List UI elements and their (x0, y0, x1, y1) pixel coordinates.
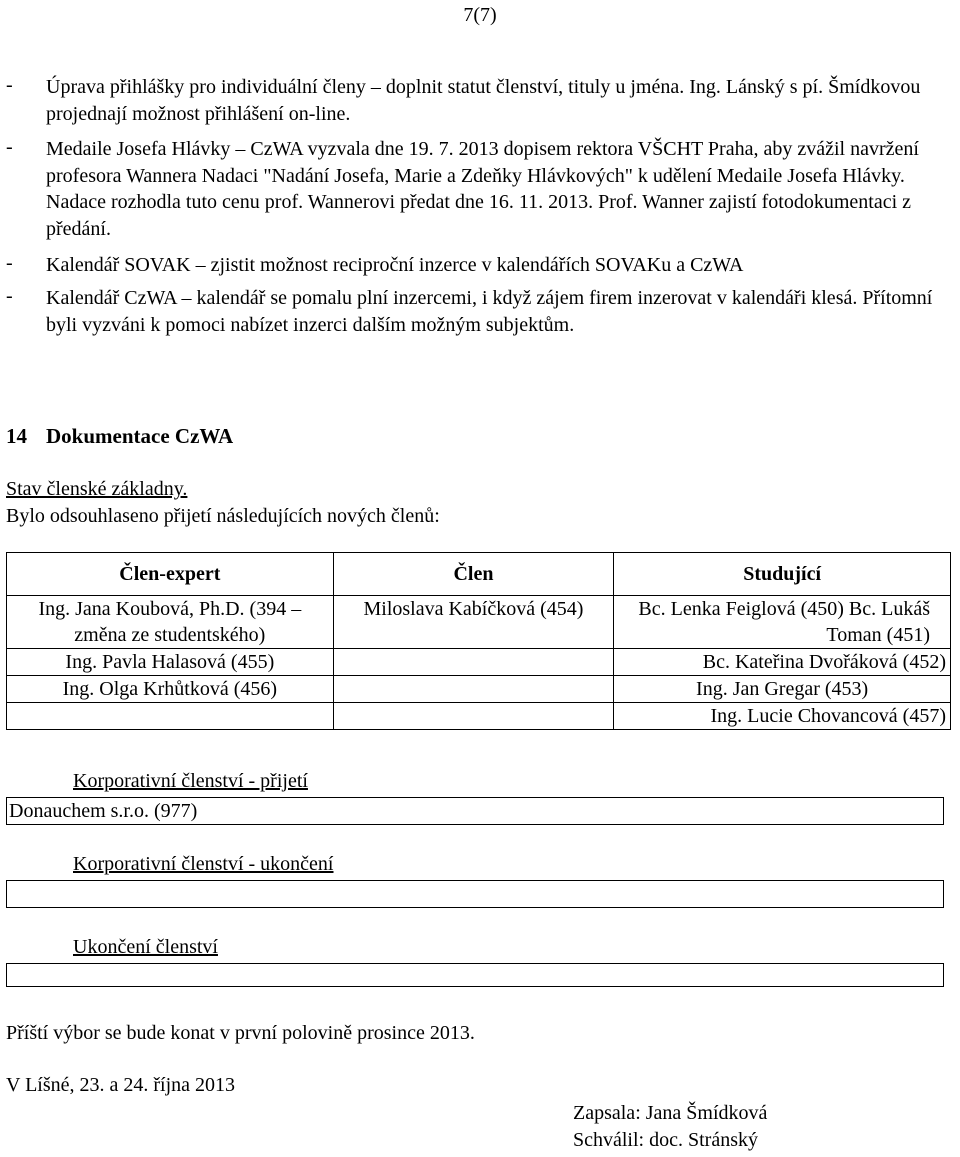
table-header-row (7, 553, 951, 596)
table-cell: Ing. Pavla Halasová (455) (7, 649, 334, 676)
table-cell (333, 676, 614, 703)
corporate-end-box (6, 880, 944, 908)
header-student: Studující (614, 553, 951, 596)
table-cell: Ing. Jan Gregar (453) (614, 676, 951, 703)
section-title: Dokumentace CzWA (46, 424, 234, 448)
bullet-text: Úprava přihlášky pro individuální členy – doplnit statut členství, tituly u jména. Ing. Lánský s pí. Šmídkovou projednají možnost přihlášení on-line. (46, 76, 921, 125)
table-cell: Miloslava Kabíčková (454) (333, 596, 614, 649)
corporate-join-label: Korporativní členství - přijetí (73, 770, 308, 792)
next-meeting-text: Příští výbor se bude konat v první polovině prosince 2013. (6, 1022, 475, 1044)
section-heading (6, 424, 233, 449)
table-row (7, 703, 951, 730)
corporate-end-label: Korporativní členství - ukončení (73, 853, 334, 875)
table-cell: Ing. Jana Koubová, Ph.D. (394 – změna ze studentského) (7, 596, 334, 649)
table-cell (333, 703, 614, 730)
bullet-text: Medaile Josefa Hlávky – CzWA vyzvala dne 19. 7. 2013 dopisem rektora VŠCHT Praha, aby zvážil navržení profesora Wannera Nadaci "Nadání Josefa, Marie a Zdeňky Hlávkových" k udělení Medaile Josefa Hlávky. Nadace rozhodla tuto cenu prof. Wannerovi předat dne 16. 11. 2013. Prof. Wanner zajistí fotodokumentaci z předání. (46, 138, 919, 240)
recorded-by: Zapsala: Jana Šmídková (573, 1102, 768, 1124)
table-cell: Ing. Lucie Chovancová (457) (614, 703, 951, 730)
section-number: 14 (6, 424, 27, 448)
table-cell: Bc. Kateřina Dvořáková (452) (614, 649, 951, 676)
corporate-join-box (6, 797, 944, 825)
place-date: V Líšné, 23. a 24. října 2013 (6, 1074, 236, 1096)
table-row (7, 676, 951, 703)
table-row (7, 596, 951, 649)
approved-by: Schválil: doc. Stránský (573, 1129, 758, 1151)
page-number: 7(7) (463, 4, 497, 26)
header-member: Člen (333, 553, 614, 596)
table-cell: Ing. Olga Krhůtková (456) (7, 676, 334, 703)
table-cell (7, 703, 334, 730)
membership-status-heading: Stav členské základny. (6, 478, 188, 500)
bullet-dash: - (6, 136, 13, 158)
bullet-dash: - (6, 74, 13, 96)
table-row (7, 649, 951, 676)
header-member-expert: Člen-expert (7, 553, 334, 596)
approval-text: Bylo odsouhlaseno přijetí následujících nových členů: (6, 505, 440, 527)
table-cell: Bc. Lenka Feiglová (450) Bc. Lukáš Toman (451) (614, 596, 951, 649)
corporate-join-value: Donauchem s.r.o. (977) (9, 800, 198, 822)
membership-end-label: Ukončení členství (73, 936, 218, 958)
bullet-text: Kalendář CzWA – kalendář se pomalu plní inzercemi, i když zájem firem inzerovat v kalendáři klesá. Přítomní byli vyzváni k pomoci nabízet inzerci dalším možným subjektům. (46, 287, 933, 336)
bullet-dash: - (6, 285, 13, 307)
members-table (6, 552, 951, 730)
bullet-text: Kalendář SOVAK – zjistit možnost reciproční inzerce v kalendářích SOVAKu a CzWA (46, 254, 744, 276)
table-cell (333, 649, 614, 676)
membership-end-box (6, 963, 944, 987)
bullet-dash: - (6, 252, 13, 274)
